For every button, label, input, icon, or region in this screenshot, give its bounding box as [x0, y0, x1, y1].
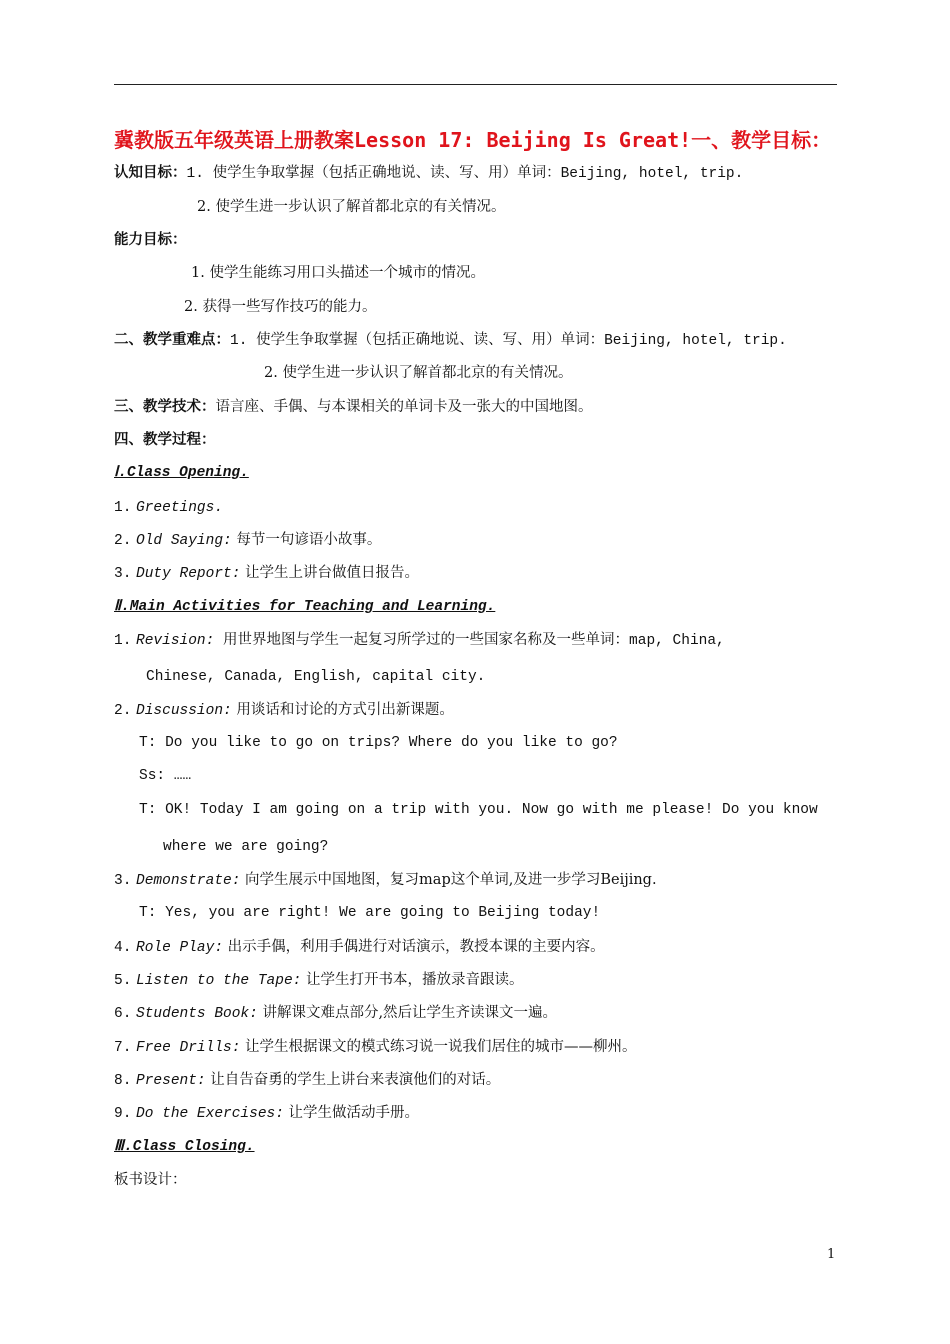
ability-goal-label: 能力目标： [114, 231, 187, 248]
step-text: 向学生展示中国地图，复习map这个单词,及进一步学习Beijing. [240, 872, 657, 888]
teaching-tech-text: 语言座、手偶、与本课相关的单词卡及一张大的中国地图。 [215, 399, 593, 415]
ability-goal-item-2: 2. 获得一些写作技巧的能力。 [184, 299, 377, 315]
document-title: 冀教版五年级英语上册教案Lesson 17: Beijing Is Great!一、教学目标： [114, 128, 832, 152]
activity-4 [114, 937, 605, 958]
cognitive-goal-line [114, 163, 743, 184]
step-number: 1. [114, 633, 132, 649]
step-term: Greetings. [136, 500, 224, 516]
activity-1 [114, 630, 725, 651]
step-text: 用谈话和讨论的方式引出新课题。 [231, 702, 454, 718]
step-text: 让学生上讲台做值日报告。 [240, 565, 420, 581]
dialogue-teacher-1: T: Do you like to go on trips? Where do you like to go? [139, 735, 618, 751]
step-term: Discussion: [136, 703, 232, 719]
step-text: 让自告奋勇的学生上讲台来表演他们的对话。 [205, 1072, 501, 1088]
step-number: 6. [114, 1006, 132, 1022]
step-term: Old Saying: [136, 533, 232, 549]
step-term: Do the Exercises: [136, 1106, 284, 1122]
cognitive-goal-label: 认知目标： [114, 164, 187, 181]
step-text: 让学生打开书本，播放录音跟读。 [301, 972, 524, 988]
key-points-label: 二、教学重难点： [114, 331, 230, 348]
activity-3 [114, 870, 657, 891]
ability-goal-item-1: 1. 使学生能练习用口头描述一个城市的情况。 [191, 265, 485, 281]
dialogue-teacher-2-continued: where we are going? [163, 839, 329, 855]
step-text: 讲解课文难点部分,然后让学生齐读课文一遍。 [257, 1005, 558, 1021]
step-term: Listen to the Tape: [136, 973, 302, 989]
section-3-heading: Ⅲ.Class Closing. [114, 1139, 255, 1155]
dialogue-teacher-3: T: Yes, you are right! We are going to Beijing today! [139, 905, 601, 921]
step-number: 8. [114, 1073, 132, 1089]
step-term: Free Drills: [136, 1040, 241, 1056]
step-number: 9. [114, 1106, 132, 1122]
step-number: 5. [114, 973, 132, 989]
step-term: Duty Report: [136, 566, 241, 582]
teaching-tech-line [114, 397, 593, 417]
activity-7 [114, 1037, 637, 1058]
section-1-heading: Ⅰ.Class Opening. [114, 465, 249, 481]
section-2-heading: Ⅱ.Main Activities for Teaching and Learning. [114, 599, 496, 615]
opening-step-2 [114, 530, 381, 551]
dialogue-teacher-2: T: OK! Today I am going on a trip with you. Now go with me please! Do you know [139, 802, 818, 818]
activity-8 [114, 1070, 500, 1091]
opening-step-1 [114, 497, 223, 518]
page-number: 1 [827, 1247, 836, 1262]
step-number: 4. [114, 940, 132, 956]
teaching-tech-label: 三、教学技术： [114, 398, 216, 415]
step-text: 用世界地图与学生一起复习所学过的一些国家名称及一些单词：map, China, [214, 633, 725, 649]
step-term: Present: [136, 1073, 206, 1089]
cognitive-goal-item-1: 1. 使学生争取掌握（包括正确地说、读、写、用）单词：Beijing, hotel, trip. [186, 166, 744, 182]
activity-6 [114, 1003, 557, 1024]
step-number: 3. [114, 566, 132, 582]
key-points-item-1: 1. 使学生争取掌握（包括正确地说、读、写、用）单词：Beijing, hotel, trip. [230, 333, 787, 349]
key-points-line [114, 330, 787, 351]
step-number: 2. [114, 533, 132, 549]
teaching-process-label: 四、教学过程： [114, 431, 216, 448]
step-text: 让学生根据课文的模式练习说一说我们居住的城市——柳州。 [240, 1039, 637, 1055]
step-text: 每节一句谚语小故事。 [231, 532, 382, 548]
cognitive-goal-item-2: 2. 使学生进一步认识了解首都北京的有关情况。 [197, 199, 506, 215]
step-number: 3. [114, 873, 132, 889]
opening-step-3 [114, 563, 419, 584]
activity-1-continued: Chinese, Canada, English, capital city. [146, 669, 486, 685]
step-term: Demonstrate: [136, 873, 241, 889]
board-design-label: 板书设计： [114, 1172, 187, 1188]
activity-9 [114, 1103, 419, 1124]
step-term: Revision: [136, 633, 215, 649]
activity-2 [114, 700, 454, 721]
dialogue-students: Ss: …… [139, 768, 192, 784]
header-rule [114, 84, 837, 85]
step-number: 1. [114, 500, 132, 516]
step-term: Role Play: [136, 940, 224, 956]
step-number: 7. [114, 1040, 132, 1056]
step-text: 让学生做活动手册。 [283, 1105, 420, 1121]
step-text: 出示手偶，利用手偶进行对话演示，教授本课的主要内容。 [223, 939, 605, 955]
activity-5 [114, 970, 523, 991]
step-number: 2. [114, 703, 132, 719]
key-points-item-2: 2. 使学生进一步认识了解首都北京的有关情况。 [264, 365, 573, 381]
step-term: Students Book: [136, 1006, 258, 1022]
